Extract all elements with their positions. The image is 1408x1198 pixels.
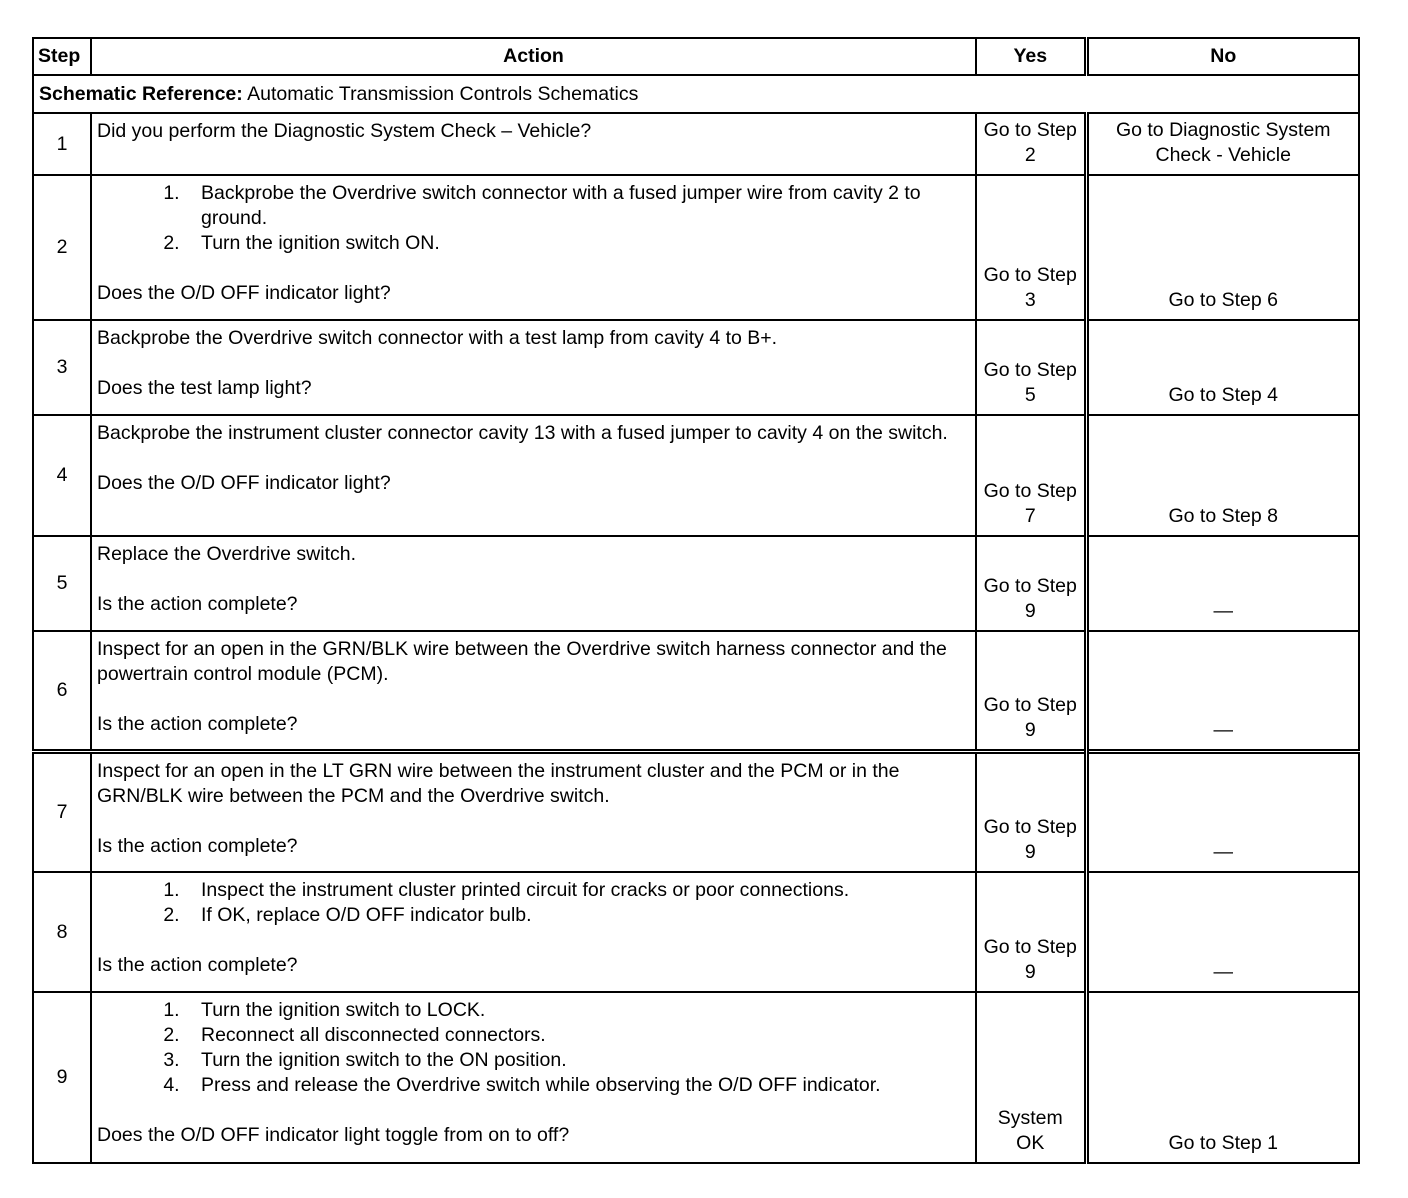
step-number: 7 [33, 751, 91, 872]
action-steps [97, 998, 970, 1098]
action-cell [91, 872, 976, 992]
yes-cell: Go to Step 2 [976, 113, 1086, 175]
table-row [33, 751, 1359, 872]
action-question: Does the O/D OFF indicator light? [97, 472, 391, 494]
schematic-reference-row [33, 75, 1359, 113]
no-cell: Go to Step 8 [1086, 415, 1359, 536]
table-row [33, 631, 1359, 751]
yes-cell: Go to Step 9 [976, 872, 1086, 992]
action-cell [91, 992, 976, 1163]
step-number: 2 [33, 175, 91, 320]
action-question: Is the action complete? [97, 593, 298, 615]
action-cell [91, 536, 976, 631]
action-steps [97, 181, 970, 256]
action-question: Does the O/D OFF indicator light? [97, 282, 391, 304]
no-cell: — [1086, 536, 1359, 631]
table-row [33, 415, 1359, 536]
diagnostic-table [32, 37, 1360, 1164]
schematic-reference-label: Schematic Reference: [39, 82, 243, 105]
header-row [33, 38, 1359, 75]
yes-header: Yes [976, 38, 1086, 75]
yes-cell: Go to Step 7 [976, 415, 1086, 536]
action-question: Is the action complete? [97, 834, 298, 857]
action-steps [97, 878, 970, 928]
action-step: 1. Backprobe the Overdrive switch connector with a fused jumper wire from cavity 2 to ground. [185, 181, 970, 231]
action-step: 1. Turn the ignition switch to LOCK. [185, 998, 970, 1023]
no-cell: — [1086, 631, 1359, 751]
step-number: 4 [33, 415, 91, 536]
action-text: Backprobe the instrument cluster connector cavity 13 with a fused jumper to cavity 4 on the switch. [97, 422, 948, 444]
table-row [33, 320, 1359, 415]
action-header: Action [91, 38, 976, 75]
action-text: Replace the Overdrive switch. [97, 543, 357, 565]
table-row [33, 536, 1359, 631]
no-cell: Go to Step 4 [1086, 320, 1359, 415]
table-row [33, 992, 1359, 1163]
action-cell [91, 631, 976, 751]
no-cell: Go to Step 1 [1086, 992, 1359, 1163]
step-number: 3 [33, 320, 91, 415]
action-step: 2. Reconnect all disconnected connectors. [185, 1023, 970, 1048]
no-cell: — [1086, 751, 1359, 872]
action-question: Does the test lamp light? [97, 377, 312, 399]
action-step: 3. Turn the ignition switch to the ON position. [185, 1048, 970, 1073]
no-cell: Go to Diagnostic System Check - Vehicle [1086, 113, 1359, 175]
action-step: 4. Press and release the Overdrive switch while observing the O/D OFF indicator. [185, 1073, 970, 1098]
action-question: Does the O/D OFF indicator light toggle from on to off? [97, 1124, 570, 1146]
step-number: 9 [33, 992, 91, 1163]
action-step: 1. Inspect the instrument cluster printed circuit for cracks or poor connections. [185, 878, 970, 903]
yes-cell: Go to Step 3 [976, 175, 1086, 320]
step-number: 1 [33, 113, 91, 175]
no-cell: — [1086, 872, 1359, 992]
yes-cell: Go to Step 9 [976, 751, 1086, 872]
step-number: 6 [33, 631, 91, 751]
action-text: Backprobe the Overdrive switch connector with a test lamp from cavity 4 to B+. [97, 327, 778, 349]
step-number: 8 [33, 872, 91, 992]
yes-cell: Go to Step 9 [976, 536, 1086, 631]
action-cell [91, 113, 976, 175]
action-question: Is the action complete? [97, 713, 298, 735]
action-text: Did you perform the Diagnostic System Check – Vehicle? [97, 120, 592, 142]
no-header: No [1086, 38, 1359, 75]
diagnostic-table-container [32, 37, 1358, 1164]
table-row [33, 872, 1359, 992]
schematic-reference-value: Automatic Transmission Controls Schematics [242, 82, 639, 105]
yes-cell: System OK [976, 992, 1086, 1163]
action-text: Inspect for an open in the LT GRN wire between the instrument cluster and the PCM or in the GRN/BLK wire between the PCM and the Overdrive switch. [97, 759, 900, 807]
action-cell [91, 751, 976, 872]
action-step: 2. Turn the ignition switch ON. [185, 231, 970, 256]
no-cell: Go to Step 6 [1086, 175, 1359, 320]
action-cell [91, 320, 976, 415]
table-row [33, 175, 1359, 320]
action-cell [91, 175, 976, 320]
yes-cell: Go to Step 5 [976, 320, 1086, 415]
action-cell [91, 415, 976, 536]
yes-cell: Go to Step 9 [976, 631, 1086, 751]
action-step: 2. If OK, replace O/D OFF indicator bulb. [185, 903, 970, 928]
step-number: 5 [33, 536, 91, 631]
step-header: Step [33, 38, 91, 75]
table-row [33, 113, 1359, 175]
schematic-reference [33, 75, 1359, 113]
action-question: Is the action complete? [97, 954, 298, 976]
action-text: Inspect for an open in the GRN/BLK wire between the Overdrive switch harness connector and the powertrain control module (PCM). [97, 638, 947, 685]
